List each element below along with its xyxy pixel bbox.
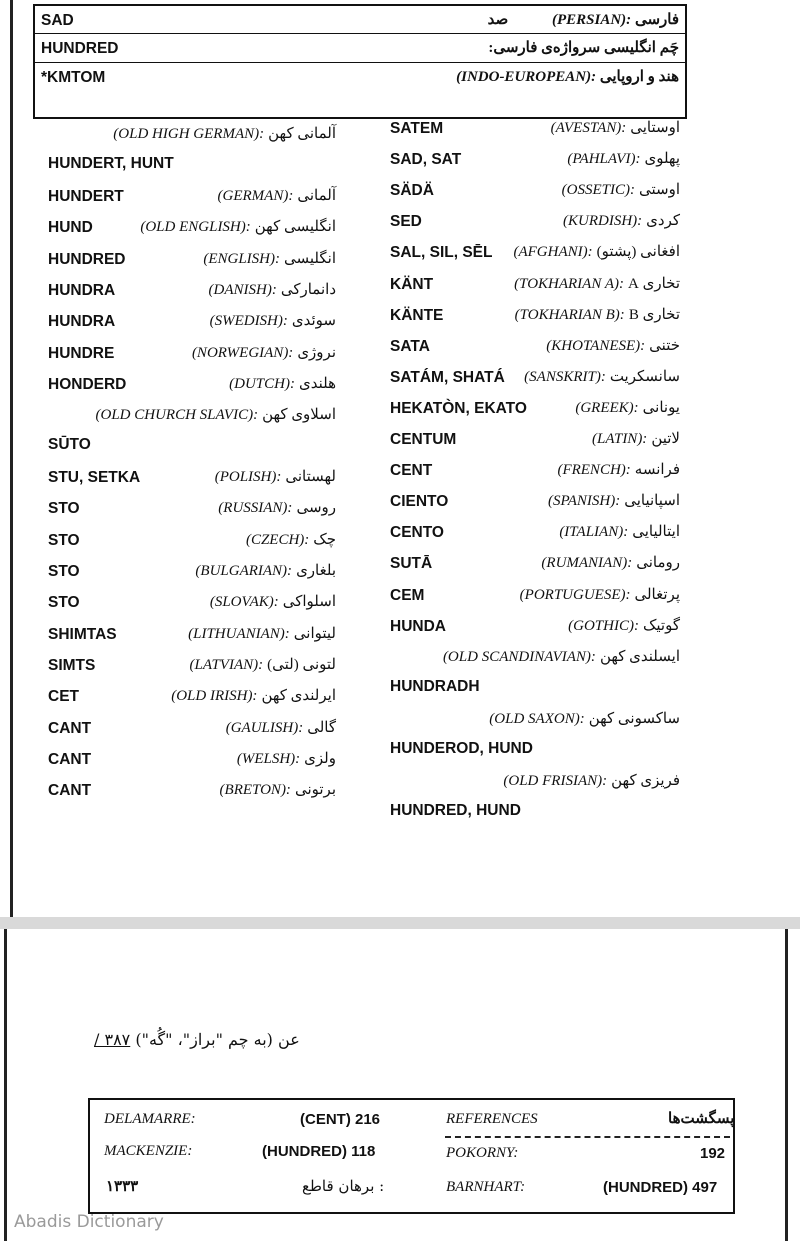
language-label: تخاری A(TOKHARIAN A):	[514, 275, 680, 292]
ref-label-mackenzie: MACKENZIE:	[104, 1143, 193, 1159]
indo-european-label: هند و اروپایی (INDO-EUROPEAN):	[456, 69, 679, 85]
cognate-form: HUND	[48, 219, 93, 237]
ref-value-delamarre: (CENT) 216	[300, 1111, 381, 1128]
references-heading-en: REFERENCES	[446, 1111, 538, 1127]
cognate-form: CEM	[390, 586, 425, 604]
language-label: ختنی(KHOTANESE):	[546, 337, 680, 354]
cognate-form: HUNDRED	[48, 250, 126, 268]
cognate-form: STO	[48, 594, 80, 612]
cognate-form: CANT	[48, 750, 92, 768]
language-label: بلغاری(BULGARIAN):	[195, 563, 336, 579]
cognate-form: KÄNTE	[390, 306, 444, 324]
language-label: لتونی (لتی)(LATVIAN):	[189, 656, 336, 673]
language-label: اسلاوی کهن(OLD CHURCH SLAVIC):	[95, 407, 336, 424]
ref-label-burhan: ۱۳۳۳	[106, 1178, 139, 1195]
footer-entry	[94, 1030, 300, 1049]
language-label: برتونی(BRETON):	[219, 782, 336, 799]
language-label: نروژی(NORWEGIAN):	[191, 344, 336, 361]
language-label: لهستانی(POLISH):	[214, 469, 336, 486]
language-label: یونانی(GREEK):	[575, 399, 680, 416]
cognate-form: HUNDERT	[48, 188, 124, 205]
persian-label: فارسی (PERSIAN): صد	[487, 12, 679, 28]
cognate-form: CANT	[48, 782, 92, 800]
cognate-form: SŪTO	[48, 436, 91, 454]
language-label: فرانسه(FRENCH):	[557, 462, 680, 479]
language-label: اسپانیایی(SPANISH):	[548, 493, 680, 510]
ref-label-pokorny: POKORNY:	[446, 1145, 519, 1161]
language-label: ایسلندی کهن(OLD SCANDINAVIAN):	[442, 648, 680, 665]
language-label: لاتین(LATIN):	[592, 431, 680, 447]
language-label: تخاری B(TOKHARIAN B):	[514, 306, 680, 323]
references-heading-fa: پسگشت‌ها	[668, 1109, 735, 1127]
persian-form: SAD	[41, 12, 74, 29]
language-label: ایتالیایی(ITALIAN):	[559, 524, 680, 541]
cognate-form: CENTUM	[390, 431, 457, 448]
language-label: رومانی(RUMANIAN):	[541, 555, 680, 572]
cognate-form: SED	[390, 213, 422, 231]
language-label: انگلیسی(ENGLISH):	[203, 250, 336, 267]
ref-value-pokorny: 192	[700, 1145, 726, 1162]
indo-european-form: *KMTOM	[41, 69, 106, 86]
language-label: اوستی(OSSETIC):	[561, 182, 680, 199]
cognate-form: CENTO	[390, 524, 444, 542]
cognate-form: SUTĀ	[390, 555, 433, 573]
cognate-form: STO	[48, 563, 80, 580]
cognate-form: HUNDA	[390, 617, 446, 635]
cognate-form: CIENTO	[390, 493, 449, 511]
cognate-form: CET	[48, 688, 79, 706]
footer-entry-text: عن (به چم "براز"، "گُه")	[135, 1030, 300, 1049]
cognate-form: STO	[48, 531, 80, 549]
cognate-form: HUNDRED, HUND	[390, 801, 521, 819]
language-label: ایرلندی کهن(OLD IRISH):	[171, 688, 336, 705]
cognate-form: SÄDÄ	[390, 182, 434, 200]
language-label: ساکسونی کهن(OLD SAXON):	[489, 710, 680, 727]
language-label: گالی(GAULISH):	[225, 719, 336, 736]
language-label: سانسکریت(SANSKRIT):	[524, 368, 680, 385]
language-label: چک(CZECH):	[245, 531, 336, 548]
language-label: اوستایی(AVESTAN):	[550, 120, 680, 136]
language-label: پهلوی(PAHLAVI):	[567, 151, 680, 168]
cognate-form: STO	[48, 500, 80, 518]
cognate-form: KÄNT	[390, 275, 434, 293]
language-label: هلندی(DUTCH):	[229, 375, 336, 392]
language-label: روسی(RUSSIAN):	[218, 500, 336, 517]
language-label: دانمارکی(DANISH):	[208, 281, 336, 298]
language-label: سوئدی(SWEDISH):	[209, 313, 336, 330]
persian-row	[35, 6, 685, 35]
cognate-form: HUNDEROD, HUND	[390, 739, 533, 757]
language-label: اسلواکی(SLOVAK):	[209, 594, 336, 611]
footer-page-number: ۳۸۷ /	[94, 1030, 131, 1049]
cognate-form: SATÁM, SHATÁ	[390, 368, 505, 386]
cognate-form: HONDERD	[48, 375, 127, 393]
cognate-form: HEKATÒN, EKATO	[390, 399, 527, 417]
cognate-form: SIMTS	[48, 656, 96, 674]
english-cognate-row	[35, 33, 685, 63]
ref-label-barnhart: BARNHART:	[446, 1179, 526, 1195]
cognate-form: SHIMTAS	[48, 625, 117, 643]
references-divider	[445, 1136, 730, 1138]
cognate-form: HUNDRA	[48, 313, 116, 331]
cognate-form: SAD, SAT	[390, 151, 462, 169]
indo-european-row	[35, 62, 685, 92]
cognate-form: HUNDRE	[48, 344, 115, 362]
language-label: انگلیسی کهن(OLD ENGLISH):	[140, 219, 336, 236]
language-label: کردی(KURDISH):	[563, 213, 680, 230]
cognate-form: CENT	[390, 462, 433, 480]
language-label: پرتغالی(PORTUGUESE):	[519, 586, 680, 603]
cognate-form: CANT	[48, 719, 92, 737]
cognate-form: HUNDRADH	[390, 677, 480, 695]
ref-value-barnhart: (HUNDRED) 497	[603, 1179, 718, 1196]
language-label: آلمانی کهن(OLD HIGH GERMAN):	[113, 126, 336, 142]
cognate-form: HUNDRA	[48, 281, 116, 299]
ref-value-burhan: برهان قاطع :	[302, 1177, 385, 1195]
page-right-edge-bottom	[785, 929, 788, 1241]
language-label: گوتیک(GOTHIC):	[568, 617, 680, 634]
cognate-form: SAL, SIL, SĒL	[390, 244, 493, 262]
page-left-edge-bottom	[4, 929, 7, 1241]
header-box	[33, 4, 687, 119]
language-label: افغانی (پشتو)(AFGHANI):	[513, 244, 680, 261]
cognate-form: SATEM	[390, 120, 444, 137]
english-cognate-label: چَم انگلیسی سرواژه‌ی فارسی:	[488, 40, 679, 56]
cognate-form: HUNDERT, HUNT	[48, 155, 174, 172]
english-cognate-form: HUNDRED	[41, 40, 119, 57]
page-left-edge	[0, 0, 13, 917]
ref-label-delamarre: DELAMARRE:	[104, 1111, 196, 1127]
cognate-form: STU, SETKA	[48, 469, 141, 487]
language-label: ولزی(WELSH):	[236, 750, 336, 767]
watermark: Abadis Dictionary	[14, 1212, 164, 1232]
page-divider-band	[0, 917, 800, 929]
language-label: لیتوانی(LITHUANIAN):	[188, 625, 336, 642]
ref-value-mackenzie: (HUNDRED) 118	[262, 1143, 376, 1160]
cognate-form: SATA	[390, 337, 430, 355]
language-label: فریزی کهن(OLD FRISIAN):	[503, 772, 680, 789]
language-label: آلمانی(GERMAN):	[217, 188, 336, 204]
